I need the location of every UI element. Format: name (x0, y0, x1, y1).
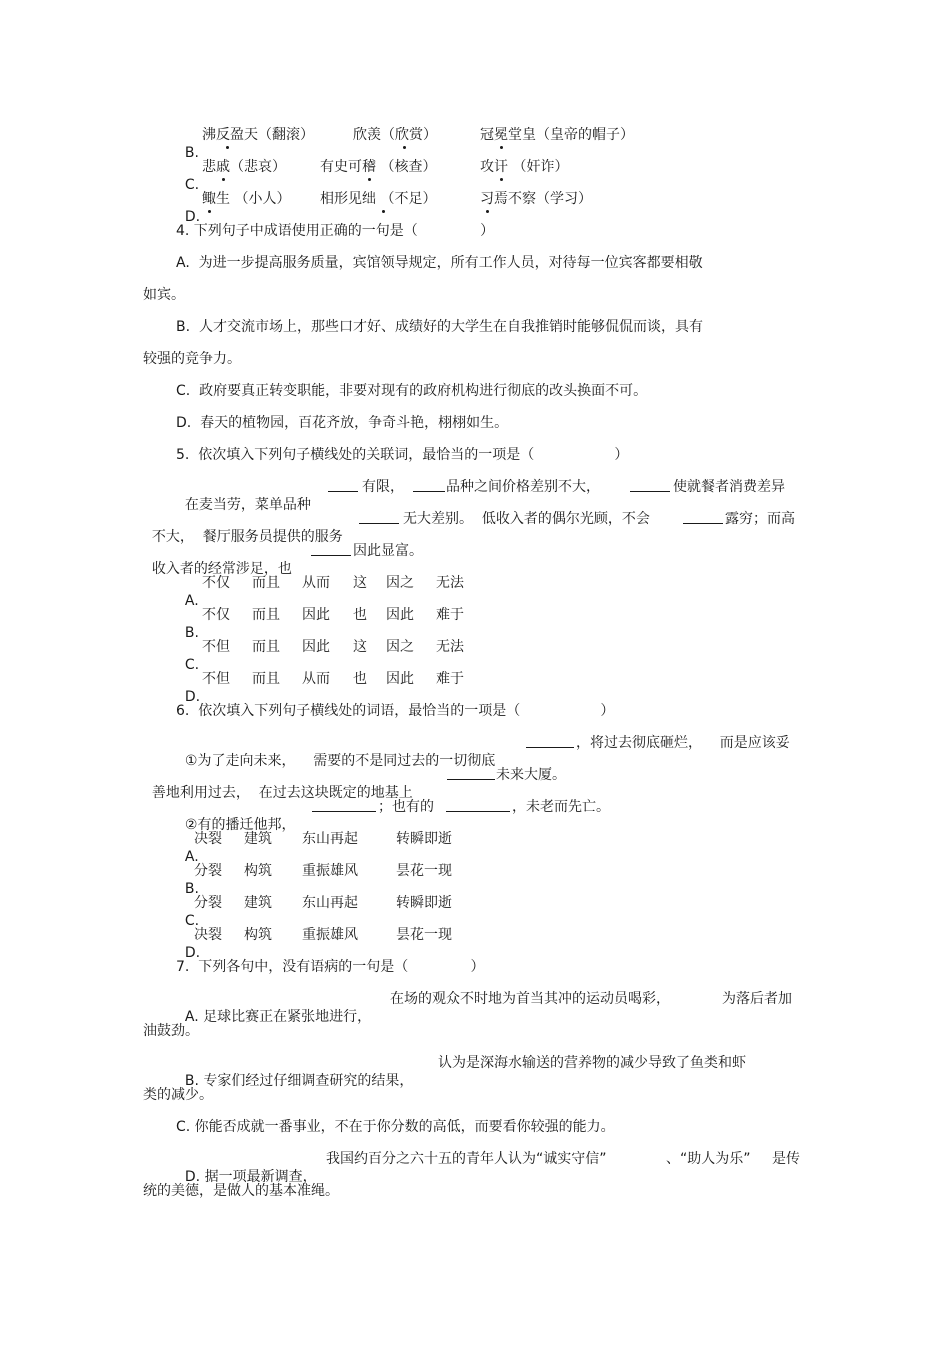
passage-text: ，将过去彻底砸烂， 而是应该妥 (576, 735, 790, 751)
option-word: 建筑 (244, 895, 272, 911)
emphasis-dot (202, 190, 216, 208)
option-text: 在场的观众不时地为首当其冲的运动员喝彩， (390, 991, 670, 1007)
option-line: C. 你能否成就一番事业，不在于你分数的高低，而要看你较强的能力。 (176, 1119, 615, 1135)
option-word: 重振雄风 (302, 927, 358, 943)
option-word: 分裂 (194, 863, 222, 879)
option-word: 而且 (252, 607, 280, 623)
option-text: 认为是深海水输送的营养物的减少导致了鱼类和虾 (438, 1055, 746, 1071)
question-stem: 6. 依次填入下列句子横线处的词语，最恰当的一项是（ ） (176, 703, 615, 719)
option-text: 相形见绌 （不足） (320, 191, 437, 207)
option-text: 欣羡（欣赏） (353, 127, 437, 143)
option-word: 无法 (436, 639, 464, 655)
option-word: 构筑 (244, 927, 272, 943)
option-line: B. 人才交流市场上，那些口才好、成绩好的大学生在自我推销时能够侃侃而谈，具有 (176, 319, 703, 335)
option-text: 有史可稽 （核查） (320, 159, 437, 175)
option-text: 我国约百分之六十五的青年人认为“诚实守信” (326, 1151, 607, 1167)
option-text: A. 足球比赛正在紧张地进行， (184, 1009, 372, 1025)
option-text: 冠冕堂皇（皇帝的帽子） (480, 127, 634, 143)
option-label: D. (184, 689, 201, 705)
option-word: 转瞬即逝 (396, 895, 452, 911)
option-word: 因此 (302, 639, 330, 655)
option-word: 重振雄风 (302, 863, 358, 879)
option-word: 而且 (252, 671, 280, 687)
option-text: 为落后者加 (722, 991, 792, 1007)
option-word: 建筑 (244, 831, 272, 847)
option-line: 较强的竞争力。 (143, 351, 241, 367)
passage-text: 露穷；而高 (725, 511, 795, 527)
emphasis-dot (220, 126, 234, 144)
option-word: 转瞬即逝 (396, 831, 452, 847)
option-word: 不仅 (202, 607, 230, 623)
fill-blank (446, 798, 510, 812)
option-word: 因此 (386, 671, 414, 687)
option-word: 东山再起 (302, 831, 358, 847)
option-word: 从而 (302, 575, 330, 591)
option-word: 无法 (436, 575, 464, 591)
option-word: 昙花一现 (396, 863, 452, 879)
passage-text: 品种之间价格差别不大， (446, 479, 600, 495)
emphasis-dot (494, 158, 508, 176)
option-word: 不仅 (202, 575, 230, 591)
option-word: 从而 (302, 671, 330, 687)
option-line: A. 为进一步提高服务质量，宾馆领导规定，所有工作人员，对待每一位宾客都要相敬 (176, 255, 703, 271)
passage-text: 使就餐者消费差异 (673, 479, 785, 495)
fill-blank (359, 510, 399, 524)
passage-text: 未来大厦。 (496, 767, 566, 783)
emphasis-dot (480, 190, 494, 208)
option-word: 昙花一现 (396, 927, 452, 943)
option-line: 统的美德，是做人的基本准绳。 (143, 1183, 339, 1199)
question-stem: 7. 下列各句中，没有语病的一句是（ ） (176, 959, 485, 975)
option-word: 因此 (302, 607, 330, 623)
option-text: B. 专家们经过仔细调查研究的结果， (184, 1073, 414, 1089)
option-word: 也 (353, 671, 367, 687)
option-text: 悲戚（悲哀） (202, 159, 286, 175)
passage-text: ；也有的 (378, 799, 434, 815)
option-line: D. 春天的植物园，百花齐放，争奇斗艳，栩栩如生。 (176, 415, 509, 431)
emphasis-dot (494, 126, 508, 144)
option-word: 也 (353, 607, 367, 623)
passage-text: 收入者的经常涉足，也 (151, 561, 292, 577)
option-label: A. (184, 593, 199, 609)
option-word: 不但 (202, 639, 230, 655)
fill-blank (447, 766, 495, 780)
option-word: 构筑 (244, 863, 272, 879)
question-stem: 4. 下列句子中成语使用正确的一句是（ ） (176, 223, 495, 239)
fill-blank (311, 542, 351, 556)
option-line (176, 990, 792, 1062)
option-word: 不但 (202, 671, 230, 687)
option-label: A. (184, 849, 199, 865)
option-line: 类的减少。 (143, 1087, 213, 1103)
passage-text: 有限， (362, 479, 404, 495)
passage-text: 无大差别。 低收入者的偶尔光顾，不会 (403, 511, 650, 527)
option-label: D. (184, 945, 201, 961)
option-text: 习焉不察（学习） (480, 191, 592, 207)
option-line: 油鼓劲。 (143, 1023, 199, 1039)
fill-blank (526, 734, 574, 748)
emphasis-dot (397, 126, 411, 144)
option-line: C. 政府要真正转变职能，非要对现有的政府机构进行彻底的改头换面不可。 (176, 383, 648, 399)
option-label: B. (184, 881, 199, 897)
option-label: D. (184, 209, 201, 225)
passage-text: 不大， 餐厅服务员提供的服务 (151, 529, 343, 545)
passage-text: 在麦当劳，菜单品种 (184, 497, 311, 513)
passage-text: 善地利用过去， 在过去这块既定的地基上 (151, 785, 413, 801)
fill-blank (328, 478, 358, 492)
option-text: 鲰生 （小人） (202, 191, 291, 207)
option-word: 这 (353, 575, 367, 591)
option-word: 决裂 (194, 831, 222, 847)
option-label: B. (184, 145, 199, 161)
passage-text: ①为了走向未来， 需要的不是同过去的一切彻底 (184, 753, 496, 769)
passage-text: ，未老而先亡。 (512, 799, 610, 815)
option-word: 分裂 (194, 895, 222, 911)
option-label: C. (184, 913, 200, 929)
option-word: 这 (353, 639, 367, 655)
option-text: 、“助人为乐” (666, 1151, 751, 1167)
fill-blank (312, 798, 376, 812)
option-label: C. (184, 177, 200, 193)
option-text: D. 据一项最新调查， (184, 1169, 317, 1185)
emphasis-dot (376, 190, 390, 208)
option-word: 因此 (386, 607, 414, 623)
emphasis-dot (362, 158, 376, 176)
option-word: 因之 (386, 639, 414, 655)
question-stem: 5. 依次填入下列句子横线处的关联词，最恰当的一项是（ ） (176, 447, 629, 463)
fill-blank (630, 478, 670, 492)
fill-blank (683, 510, 723, 524)
option-label: C. (184, 657, 200, 673)
option-word: 难于 (436, 671, 464, 687)
option-text: 沸反盈天（翻滚） (202, 127, 314, 143)
option-label: B. (184, 625, 199, 641)
fill-blank (413, 478, 445, 492)
option-line: 如宾。 (143, 287, 185, 303)
passage-text: 因此显富。 (353, 543, 423, 559)
option-word: 决裂 (194, 927, 222, 943)
passage-text: ②有的播迁他邦， (184, 817, 296, 833)
option-word: 因之 (386, 575, 414, 591)
option-word: 而且 (252, 639, 280, 655)
option-word: 难于 (436, 607, 464, 623)
option-text: 攻讦 （奸诈） (480, 159, 569, 175)
emphasis-dot (216, 158, 230, 176)
option-text: 是传 (772, 1151, 800, 1167)
option-word: 而且 (252, 575, 280, 591)
option-word: 东山再起 (302, 895, 358, 911)
